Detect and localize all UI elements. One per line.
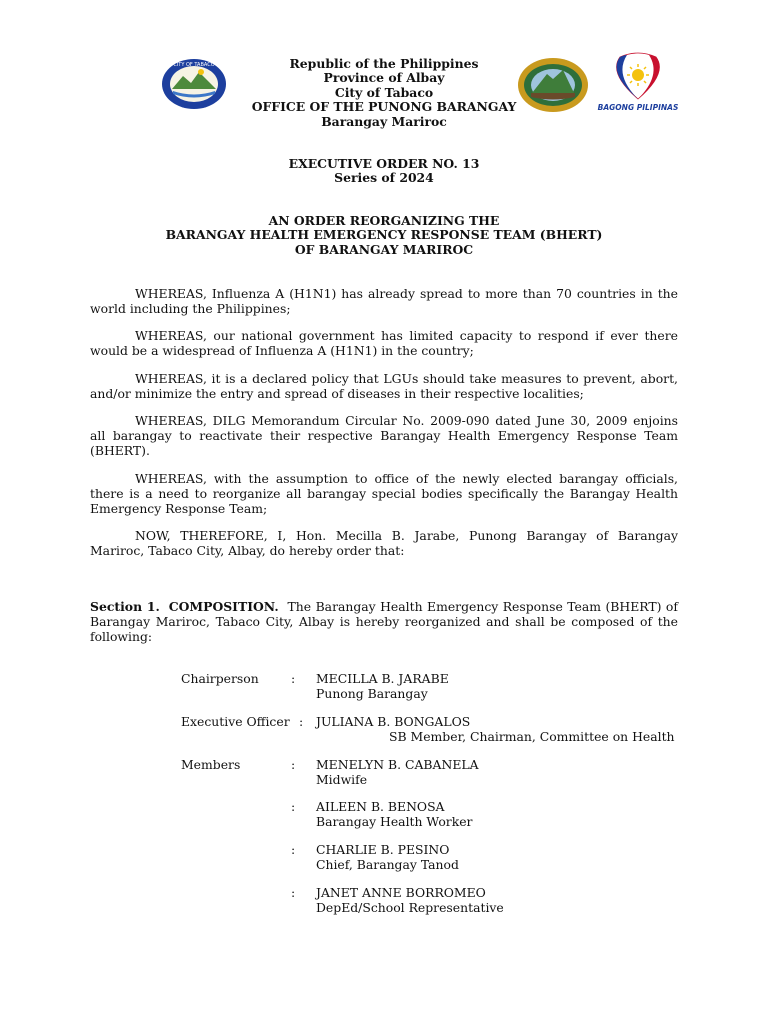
header-office: OFFICE OF THE PUNONG BARANGAY: [251, 99, 517, 115]
whereas-clause-5: WHEREAS, with the assumption to office of the newly elected barangay officials, there is a need to reorganize all barangay special bodies specifically the Barangay Health Emergency Response Team;: [90, 471, 678, 516]
composition-position: Barangay Health Worker: [316, 814, 473, 829]
composition-position: SB Member, Chairman, Committee on Health: [389, 729, 675, 744]
composition-position: Midwife: [316, 772, 368, 787]
section-1-label: Section 1.: [90, 599, 160, 614]
composition-role: Executive Officer: [181, 714, 290, 729]
executive-order-heading: [90, 157, 678, 186]
header-province: Province of Albay: [323, 70, 445, 86]
composition-separator: :: [299, 714, 304, 729]
barangay-mariroc-seal-icon: [517, 57, 589, 113]
header-republic: Republic of the Philippines: [289, 56, 479, 71]
whereas-clause-3: WHEREAS, it is a declared policy that LGUs should take measures to prevent, abort, and/or minimize the entry and spread of diseases in their respective localities;: [90, 371, 678, 401]
section-1-body: The Barangay Health Emergency Response Team (BHERT) of Barangay Mariroc, Tabaco City, Albay is hereby reorganized and shall be composed of the following:: [90, 599, 678, 644]
composition-position: DepEd/School Representative: [316, 900, 504, 915]
order-series: Series of 2024: [334, 170, 434, 186]
composition-separator: :: [291, 671, 296, 686]
bagong-pilipinas-wordmark: BAGONG PILIPINAS: [597, 103, 679, 112]
composition-role: Chairperson: [181, 671, 259, 686]
composition-role: Members: [181, 757, 241, 772]
order-title-line-3: OF BARANGAY MARIROC: [294, 241, 474, 257]
header-text-block: [200, 57, 568, 129]
composition-separator: :: [291, 799, 296, 814]
section-1-paragraph: [90, 599, 678, 644]
letterhead: [0, 57, 768, 137]
composition-separator: :: [291, 757, 296, 772]
composition-position: Chief, Barangay Tanod: [316, 857, 459, 872]
order-number: EXECUTIVE ORDER NO. 13: [288, 156, 480, 171]
section-1-heading: COMPOSITION.: [168, 599, 279, 614]
composition-name: CHARLIE B. PESINO: [316, 842, 450, 857]
composition-position: Punong Barangay: [316, 686, 428, 701]
whereas-clause-1: WHEREAS, Influenza A (H1N1) has already spread to more than 70 countries in the world including the Philippines;: [90, 286, 678, 316]
whereas-clause-4: WHEREAS, DILG Memorandum Circular No. 2009-090 dated June 30, 2009 enjoins all barangay to reactivate their respective Barangay Health Emergency Response Team (BHERT).: [90, 413, 678, 458]
svg-text:CITY OF TABACO: CITY OF TABACO: [173, 62, 215, 68]
composition-name: JANET ANNE BORROMEO: [316, 885, 486, 900]
bagong-pilipinas-logo-icon: [594, 51, 682, 113]
composition-name: AILEEN B. BENOSA: [316, 799, 445, 814]
composition-name: MECILLA B. JARABE: [316, 671, 449, 686]
composition-name: MENELYN B. CABANELA: [316, 757, 479, 772]
order-title: [90, 214, 678, 257]
now-therefore-clause: NOW, THEREFORE, I, Hon. Mecilla B. Jarabe, Punong Barangay of Barangay Mariroc, Tabaco City, Albay, do hereby order that:: [90, 528, 678, 558]
composition-name: JULIANA B. BONGALOS: [316, 714, 471, 729]
composition-separator: :: [291, 842, 296, 857]
header-barangay: Barangay Mariroc: [321, 113, 447, 129]
header-city: City of Tabaco: [334, 84, 434, 100]
composition-separator: :: [291, 885, 296, 900]
order-title-line-1: AN ORDER REORGANIZING THE: [268, 213, 500, 228]
whereas-clause-2: WHEREAS, our national government has limited capacity to respond if ever there would be a widespread of Influenza A (H1N1) in the country;: [90, 328, 678, 358]
order-title-line-2: BARANGAY HEALTH EMERGENCY RESPONSE TEAM (BHERT): [165, 227, 603, 243]
